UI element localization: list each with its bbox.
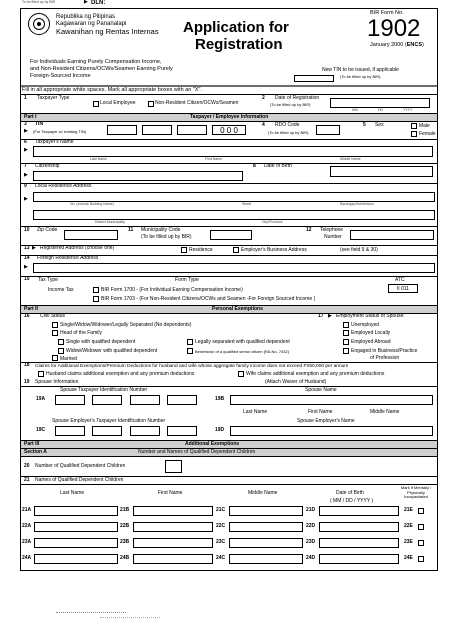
bir1703-label: BIR Form 1703 - (For Non-Resident Citizens/OCWs and Seamen -For Foreign Sourced Income ) [101, 296, 316, 302]
rdo-label: RDO Code [275, 122, 300, 128]
residence-checkbox[interactable] [181, 247, 187, 253]
employment-status-label: Employment Status of Spouse: [336, 313, 405, 319]
tin-branch-box[interactable]: 0 0 0 [212, 125, 246, 135]
new-tin-sublabel: (To be filled up by BIR) [340, 74, 381, 79]
name-col-last: Last Name [90, 157, 107, 161]
spouse-tin-box-2[interactable] [92, 395, 122, 405]
address-col-district: District Municipality [95, 220, 125, 224]
arrow-icon: ▶ [24, 196, 28, 202]
dln-label: DLN: [91, 0, 106, 6]
employed-locally-label: Employed Locally [351, 330, 391, 336]
child4-last-name[interactable] [34, 554, 118, 564]
scan-mark [100, 617, 160, 619]
field-number-2: 2 [262, 95, 265, 101]
wife-claims-label: Wife claims additional exemption and any premium deductions [246, 371, 385, 377]
nonresident-label: Non-Resident Citizen/OCWs/Seamen [155, 100, 239, 106]
bir1703-checkbox[interactable] [93, 296, 99, 302]
legal-sep-label: Legally separated with qualified dependent [195, 339, 290, 345]
child3-dob[interactable] [319, 538, 399, 548]
field-number-12: 12 [306, 227, 312, 233]
spouse-tin-box-3[interactable] [130, 395, 160, 405]
local-employee-checkbox[interactable] [93, 101, 99, 107]
field-number-8: 8 [253, 163, 256, 169]
row-23e-label: 23E [404, 539, 413, 545]
spouse-tin-box-1[interactable] [55, 395, 85, 405]
waiver-note: (Attach Waiver of Husband) [265, 379, 327, 385]
arrow-icon: ▶ [24, 264, 28, 270]
address-col-no: No. (Include Building Name) [70, 202, 114, 206]
field-number-10: 10 [24, 227, 30, 233]
form-number: 1902 [367, 15, 421, 42]
subtitle-line-2: and Non-Resident Citizens/OCWs/Seamen Earning Purely [30, 66, 173, 72]
bir-seal-logo [28, 13, 50, 35]
row-22a-label: 22A [22, 523, 32, 529]
arrow-icon: ▶ [24, 147, 28, 153]
field-number-17: 17 [318, 313, 324, 319]
arrow-icon: ▶ [32, 245, 36, 251]
field-number-21: 21 [24, 477, 30, 483]
taxpayer-type-label: Taxpayer Type [37, 95, 70, 101]
row-21c-label: 21C [216, 507, 226, 513]
arrow-icon: ▶ [84, 0, 88, 5]
arrow-icon: ▶ [328, 313, 332, 319]
widow-qualified-checkbox[interactable] [58, 348, 64, 354]
spouse-col-first: First Name [308, 409, 333, 415]
row-21d-label: 21D [306, 507, 316, 513]
tin-sublabel: (For Taxpayer w/ existing TIN) [33, 129, 87, 134]
field-number-5: 5 [363, 122, 366, 128]
arrow-icon: ▶ [24, 128, 28, 134]
children-col-dob-format: ( MM / DD / YYYY ) [330, 498, 374, 504]
address-line2-field[interactable] [33, 210, 435, 220]
citizenship-field[interactable] [33, 171, 243, 181]
spouse-name-field[interactable] [230, 395, 433, 405]
children-names-label: Names of Qualified Dependent Children [35, 477, 124, 483]
row-24d-label: 24D [306, 555, 316, 561]
head-family-checkbox[interactable] [52, 330, 58, 336]
telephone-field[interactable] [350, 230, 434, 240]
child3-middle-name[interactable] [229, 538, 303, 548]
field-number-7: 7 [24, 163, 27, 169]
child2-last-name[interactable] [34, 522, 118, 532]
spouse-employer-tin-label: Spouse Employer's Taxpayer Identification Number [52, 418, 166, 424]
address-line1-field[interactable] [33, 192, 435, 202]
child1-middle-name[interactable] [229, 506, 303, 516]
foreign-address-label: Foreign Residence Address [37, 255, 99, 261]
scan-mark [56, 612, 126, 614]
tin-box-3[interactable] [177, 125, 207, 135]
date-dd-label: DD [378, 108, 384, 112]
child3-incapacitated-checkbox[interactable] [418, 540, 424, 546]
field-number-20: 20 [24, 463, 30, 469]
new-tin-label: New TIN to be issued, if applicable [322, 67, 399, 73]
husband-claims-checkbox[interactable] [38, 371, 44, 377]
nonresident-checkbox[interactable] [148, 101, 154, 107]
child1-last-name[interactable] [34, 506, 118, 516]
child4-incapacitated-checkbox[interactable] [418, 556, 424, 562]
field-number-1: 1 [24, 95, 27, 101]
employer-address-label: Employer's Business Address [241, 247, 307, 253]
tin-box-1[interactable] [107, 125, 137, 135]
row-21e-label: 21E [404, 507, 413, 513]
child2-first-name[interactable] [133, 522, 213, 532]
citizenship-label: Citizenship [35, 163, 60, 169]
single-qualified-label: Single with qualified dependent [66, 339, 136, 345]
field-number-6: 6 [24, 139, 27, 145]
employer-tin-box-1[interactable] [55, 426, 85, 436]
dob-label: Date of Birth [264, 163, 292, 169]
see-field-note: (see field 9 & 30) [340, 247, 378, 253]
sex-label: Sex [375, 122, 384, 128]
field-number-18: 18 [24, 362, 30, 368]
date-registration-label: Date of Registration [275, 95, 320, 101]
row-22c-label: 22C [216, 523, 226, 529]
income-tax-label: Income Tax [48, 287, 74, 293]
spouse-tin-label: Spouse Taxpayer Identification Number [60, 387, 148, 393]
date-registration-field[interactable] [330, 98, 430, 108]
widow-qualified-label: Widow/Widower with qualified dependent [66, 348, 158, 354]
rdo-sublabel: (To be filled up by BIR) [268, 130, 309, 135]
female-checkbox[interactable] [411, 131, 417, 137]
municipality-label: Municipality Code [141, 227, 181, 233]
num-children-field[interactable] [165, 460, 182, 473]
business-label: Engaged in Business/Practice [351, 348, 418, 354]
field-number-19c: 19C [36, 427, 46, 433]
date-registration-sublabel: (To be filled up by BIR) [270, 102, 311, 107]
filled-by-bir-note: To be filled up by BIR [22, 0, 56, 4]
employed-abroad-label: Employed Abroad [351, 339, 391, 345]
foreign-address-field[interactable] [33, 263, 435, 273]
field-number-16: 16 [24, 313, 30, 319]
single-label: Single/Widow/Widower/Legally Separated (No dependents) [60, 322, 192, 328]
taxpayer-name-field[interactable] [33, 146, 433, 157]
row-23c-label: 23C [216, 539, 226, 545]
section-a-title: Number and Names of Qualified Dependent Children [138, 449, 256, 455]
unemployed-checkbox[interactable] [343, 322, 349, 328]
tin-box-2[interactable] [142, 125, 172, 135]
child4-first-name[interactable] [133, 554, 213, 564]
part2-label: Part II [24, 306, 38, 312]
field-number-14: 14 [24, 255, 30, 261]
instructions: Fill in all appropriate white spaces. Mark all appropriate boxes with an "X". [22, 87, 202, 93]
benefactor-label: Benefactor of a qualified senior citizen (RA No. 7432) [195, 349, 290, 354]
part1-label: Part I [24, 114, 37, 120]
married-checkbox[interactable] [52, 355, 58, 361]
zip-field[interactable] [64, 230, 118, 240]
date-yyyy-label: YYYY [403, 108, 413, 112]
employer-address-checkbox[interactable] [233, 247, 239, 253]
children-table [20, 505, 438, 569]
row-24b-label: 24B [120, 555, 130, 561]
row-24a-label: 24A [22, 555, 32, 561]
field-number-19b: 19B [215, 396, 225, 402]
child2-incapacitated-checkbox[interactable] [418, 524, 424, 530]
spouse-info-label: Spouse Information [35, 379, 79, 385]
part1-title: Taxpayer / Employee Information [190, 114, 269, 120]
telephone-label: Telephone [320, 227, 344, 233]
employer-tin-box-3[interactable] [130, 426, 160, 436]
husband-claims-label: Husband claims additional exemption and any premium deductions [46, 371, 195, 377]
field-number-13: 13 [24, 245, 30, 251]
registered-address-label: Registered Address (choose one) [40, 245, 115, 251]
new-tin-box-1[interactable] [294, 75, 334, 82]
form-number-label: BIR Form No. [370, 10, 404, 16]
field-number-11: 11 [128, 227, 134, 233]
field-number-15: 15 [24, 276, 30, 282]
benefactor-checkbox[interactable] [187, 348, 193, 354]
address-label: Local Residence Address [35, 183, 92, 189]
employed-locally-checkbox[interactable] [343, 330, 349, 336]
subtitle-line-3: Foreign-Sourced Income [30, 73, 91, 79]
employer-tin-box-4[interactable] [167, 426, 197, 436]
children-col-incapacitated: Mark if Mentally / Physically Incapacitated [400, 485, 432, 500]
row-23a-label: 23A [22, 539, 32, 545]
field-number-19: 19 [24, 379, 30, 385]
atc-label: ATC [395, 277, 405, 283]
municipality-field[interactable] [210, 230, 252, 240]
profession-label: of Profession [370, 355, 400, 361]
address-col-barangay: Barangay/Subdivision [340, 202, 374, 206]
atc-code-field[interactable]: II 011 [388, 284, 418, 293]
business-checkbox[interactable] [343, 348, 349, 354]
spouse-col-middle: Middle Name [370, 409, 400, 415]
zip-label: Zip Code [37, 227, 58, 233]
bir1700-label: BIR Form 1700 - (For Individual Earning Compensation Income) [101, 287, 243, 293]
agency-line-2: Kagawaran ng Pananalapi [56, 21, 127, 27]
field-number-4: 4 [262, 122, 265, 128]
form-title-line2: Registration [195, 36, 283, 53]
child1-dob[interactable] [319, 506, 399, 516]
child4-middle-name[interactable] [229, 554, 303, 564]
wife-claims-checkbox[interactable] [238, 371, 244, 377]
row-21b-label: 21B [120, 507, 130, 513]
row-23d-label: 23D [306, 539, 316, 545]
single-checkbox[interactable] [52, 322, 58, 328]
residence-label: Residence [189, 247, 213, 253]
rdo-code-field[interactable] [316, 125, 340, 135]
municipality-sublabel: (To be filled up by BIR) [141, 234, 192, 240]
agency-line-1: Republika ng Pilipinas [56, 14, 116, 20]
name-col-middle: Middle Name [340, 157, 361, 161]
row-22b-label: 22B [120, 523, 130, 529]
child3-last-name[interactable] [34, 538, 118, 548]
male-checkbox[interactable] [411, 123, 417, 129]
spouse-tin-box-4[interactable] [167, 395, 197, 405]
subtitle-line-1: For Individuals Earning Purely Compensation Income, [30, 59, 162, 65]
part3-label: Part III [24, 441, 40, 447]
spouse-name-label: Spouse Name [305, 387, 337, 393]
tax-type-label: Tax Type [38, 277, 58, 283]
form-revision: January 2000 (ENCS) [370, 42, 424, 48]
address-col-street: Street [242, 202, 252, 206]
part2-title: Personal Exemptions [212, 306, 263, 312]
telephone-label-2: Number [324, 234, 342, 240]
field-number-3: 3 [24, 121, 27, 127]
taxpayer-name-label: Taxpayer's Name [35, 139, 74, 145]
unemployed-label: Unemployed [351, 322, 380, 328]
bir1700-checkbox[interactable] [93, 287, 99, 293]
tin-label: TIN [35, 121, 44, 127]
row-24c-label: 24C [216, 555, 226, 561]
spouse-employer-name-label: Spouse Employer's Name [297, 418, 355, 424]
claims-label: Claims for Additional Exemptions/Premium Deductions for husband and wife whose aggregate family income does not exceed P250,000 per annum [35, 364, 349, 369]
row-22d-label: 22D [306, 523, 316, 529]
employed-abroad-checkbox[interactable] [343, 339, 349, 345]
agency-line-3: Kawanihan ng Rentas Internas [56, 27, 159, 36]
name-col-first: First Name [205, 157, 223, 161]
dob-field[interactable] [330, 166, 433, 177]
spouse-col-last: Last Name [243, 409, 268, 415]
child2-dob[interactable] [319, 522, 399, 532]
form-title-line1: Application for [183, 19, 289, 36]
row-24e-label: 24E [404, 555, 413, 561]
employer-tin-box-2[interactable] [92, 426, 122, 436]
children-col-last: Last Name [60, 490, 85, 496]
children-col-middle: Middle Name [248, 490, 278, 496]
male-label: Male [419, 123, 430, 129]
child2-middle-name[interactable] [229, 522, 303, 532]
single-qualified-checkbox[interactable] [58, 339, 64, 345]
row-21a-label: 21A [22, 507, 32, 513]
child1-first-name[interactable] [133, 506, 213, 516]
part3-title: Additional Exemptions [185, 441, 240, 447]
field-number-9: 9 [24, 183, 27, 189]
row-22e-label: 22E [404, 523, 413, 529]
field-number-19d: 19D [215, 427, 225, 433]
child1-incapacitated-checkbox[interactable] [418, 508, 424, 514]
date-mm-label: MM [352, 108, 358, 112]
female-label: Female [419, 131, 436, 137]
field-number-19a: 19A [36, 396, 46, 402]
child3-first-name[interactable] [133, 538, 213, 548]
child4-dob[interactable] [319, 554, 399, 564]
civil-status-label: Civil Status [40, 313, 66, 319]
arrow-icon: ▶ [24, 172, 28, 178]
children-col-first: First Name [158, 490, 183, 496]
legal-sep-checkbox[interactable] [187, 339, 193, 345]
address-col-city: City/Province [262, 220, 283, 224]
head-family-label: Head of the Family [60, 330, 102, 336]
num-children-label: Number of Qualified Dependent Children [35, 463, 126, 469]
section-a-label: Section A [24, 449, 47, 455]
children-col-dob: Date of Birth [336, 490, 364, 496]
form-type-label: Form Type [175, 277, 199, 283]
local-employee-label: Local Employee [100, 100, 136, 106]
married-label: Married [60, 356, 77, 362]
row-23b-label: 23B [120, 539, 130, 545]
spouse-employer-name-field[interactable] [230, 426, 433, 436]
